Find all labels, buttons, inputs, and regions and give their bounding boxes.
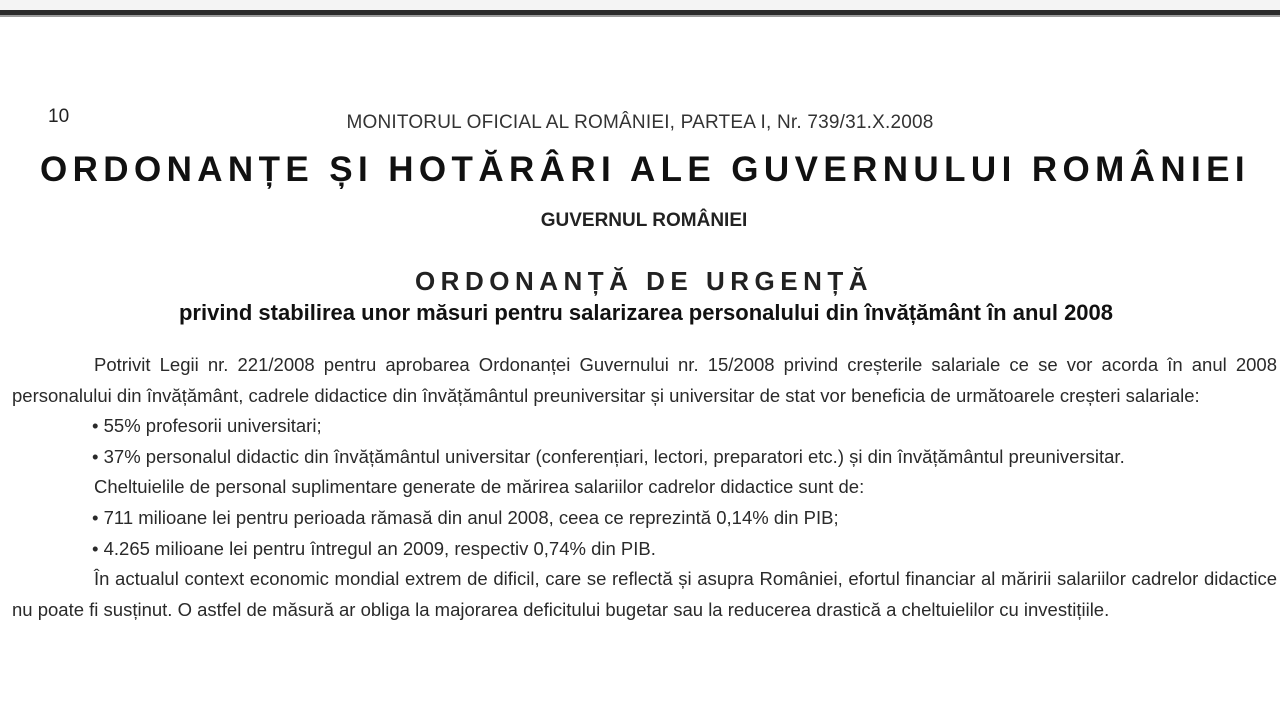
document-body: [12, 350, 1277, 625]
act-subject-heading: privind stabilirea unor măsuri pentru salarizarea personalului din învățământ în anul 2008: [178, 300, 1114, 325]
bullet-item: • 55% profesorii universitari;: [92, 415, 322, 437]
issuer-heading: GUVERNUL ROMÂNIEI: [540, 210, 748, 231]
body-paragraph: Potrivit Legii nr. 221/2008 pentru aprobarea Ordonanței Guvernului nr. 15/2008 privind creșterile salariale ce se vor acorda în anul 2008 personalului din învățământ, cadrele didactice din învățământul preuniversitar și universitar de stat vor beneficia de următoarele creșteri salariale:: [12, 354, 1277, 406]
bullet-item: • 4.265 milioane lei pentru întregul an 2009, respectiv 0,74% din PIB.: [92, 537, 656, 559]
body-paragraph: În actualul context economic mondial extrem de dificil, care se reflectă și asupra României, efortul financiar al măririi salariilor cadrelor didactice nu poate fi susținut. O astfel de măsură ar obliga la majorarea deficitului bugetar sau la reducerea drastică a cheltuielilor cu investițiile.: [12, 568, 1277, 620]
section-title: ORDONANȚE ȘI HOTĂRÂRI ALE GUVERNULUI ROMÂNIEI: [39, 150, 1251, 189]
act-type-heading: ORDONANȚĂ DE URGENȚĂ: [414, 266, 874, 296]
bullet-item: • 711 milioane lei pentru perioada rămasă din anul 2008, ceea ce reprezintă 0,14% din PIB;: [92, 506, 839, 528]
bullet-item: • 37% personalul didactic din învățământul universitar (conferențiari, lectori, preparatori etc.) și din învățământul preuniversitar.: [92, 445, 1125, 467]
page-number: 10: [48, 106, 70, 127]
body-paragraph: Cheltuielile de personal suplimentare generate de mărirea salariilor cadrelor didactice sunt de:: [94, 476, 865, 498]
top-border-rule: [0, 0, 1280, 24]
running-head: MONITORUL OFICIAL AL ROMÂNIEI, PARTEA I, Nr. 739/31.X.2008: [346, 112, 934, 133]
